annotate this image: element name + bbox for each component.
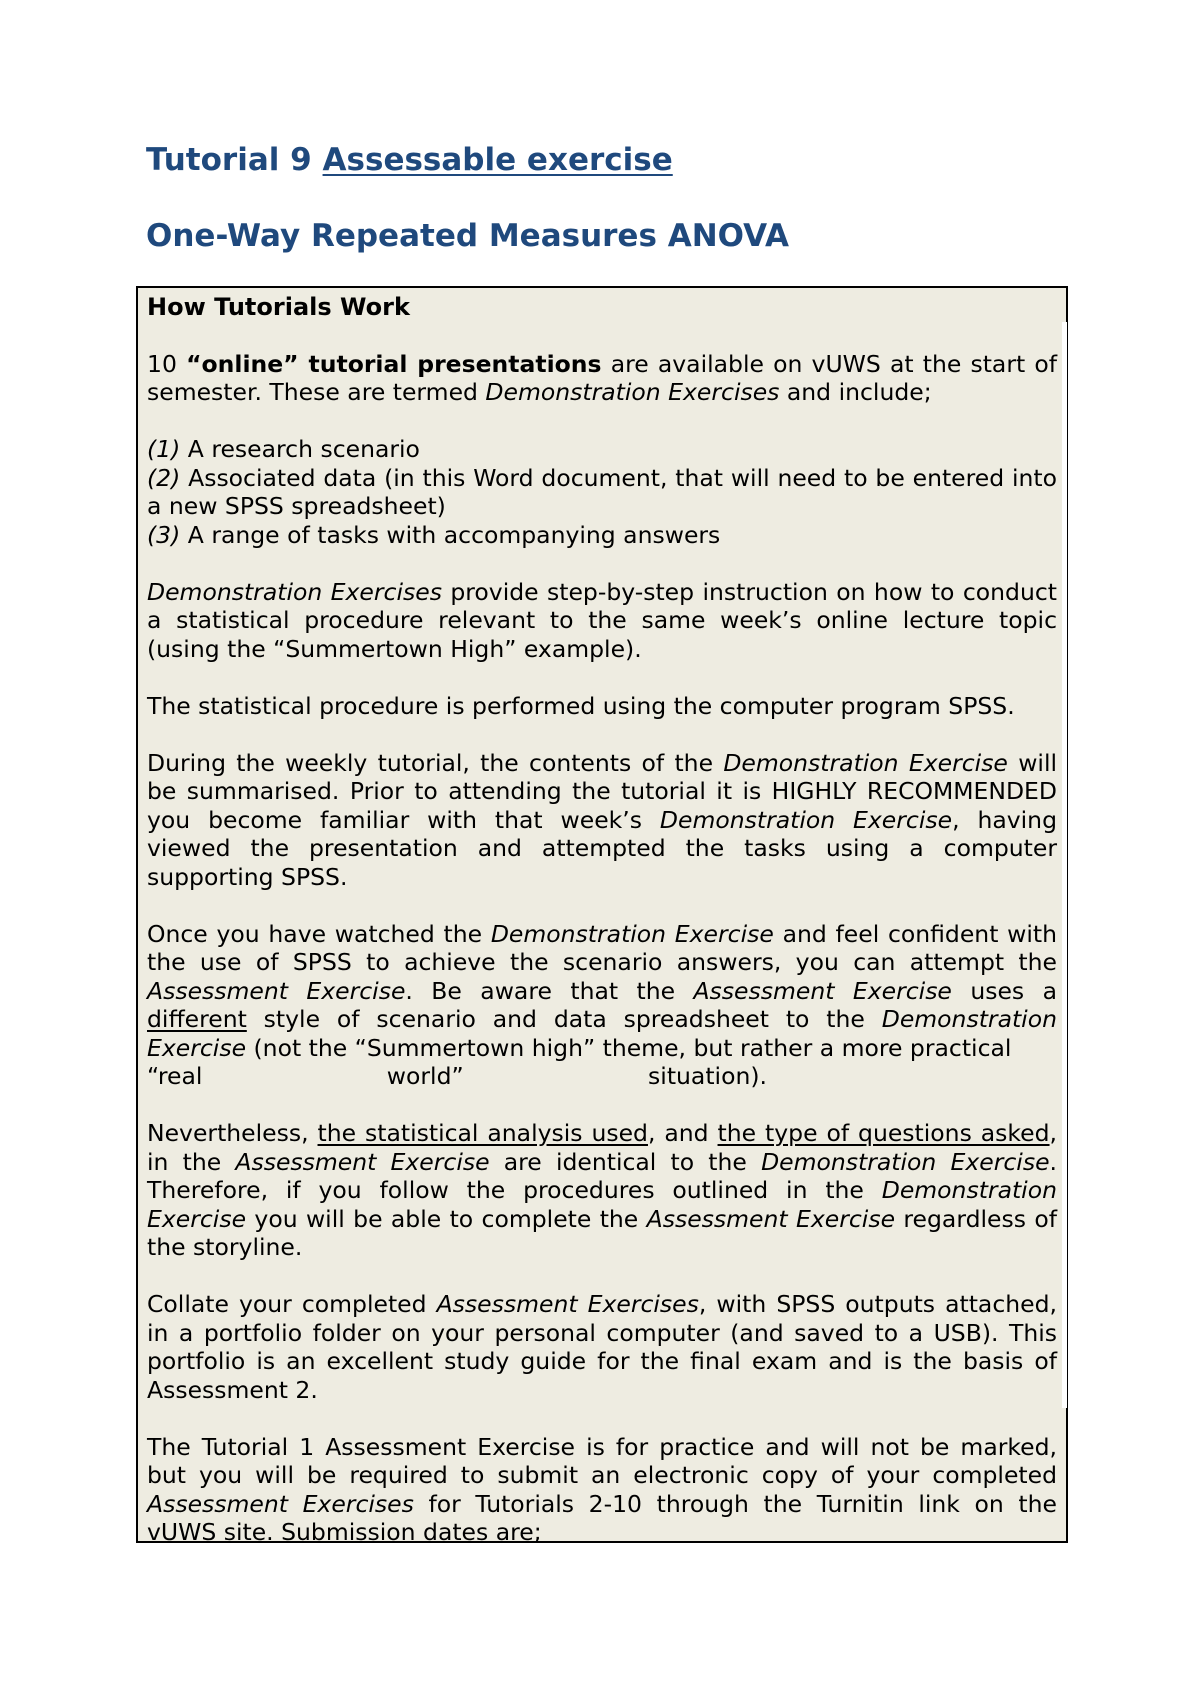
p8-italic-b: Assessment Exercises <box>147 1489 414 1518</box>
how-tutorials-work-box <box>136 286 1068 1546</box>
p5-text-c: and feel confident with the use of SPSS to achieve the scenario answers, you can attempt the <box>147 919 1058 976</box>
paragraph-submission <box>147 1433 1057 1547</box>
p6-text-c: , and <box>647 1119 718 1147</box>
p7-italic-b: Assessment Exercises <box>436 1290 699 1318</box>
paragraph-spss: The statistical procedure is performed using the computer program SPSS. <box>147 691 1015 720</box>
p5-text-k: (not the “Summertown high” theme, but rather a more practical <box>246 1033 1012 1062</box>
p1-text-e: and include; <box>779 378 932 406</box>
p1-italic: Demonstration Exercises <box>485 378 780 406</box>
box-heading: How Tutorials Work <box>147 293 410 321</box>
list-text: A range of tasks with accompanying answers <box>180 520 721 549</box>
p5-text-e: . Be aware that the <box>405 976 694 1005</box>
title-prefix: Tutorial 9 <box>146 142 323 178</box>
p6-text-g: are identical to the <box>489 1147 762 1176</box>
p5-text-a: Once you have watched the <box>147 919 491 948</box>
p6-underline-d: the type of questions asked <box>717 1119 1050 1147</box>
p5-word-world: world” <box>386 1062 464 1090</box>
box-content <box>147 293 1057 1547</box>
p7-text-a: Collate your completed <box>147 1290 437 1318</box>
paragraph-demonstration <box>147 578 1057 664</box>
subtitle: One-Way Repeated Measures ANOVA <box>146 218 790 254</box>
list-item <box>147 464 1057 521</box>
assessable-exercise-link[interactable]: Assessable exercise <box>322 142 673 178</box>
list-item <box>147 435 1057 464</box>
p6-italic-f: Assessment Exercise <box>235 1147 490 1176</box>
list-text: Associated data (in this Word document, that will need to be entered into a new SPSS spreadsheet) <box>147 463 1057 520</box>
p4-italic-d: Demonstration Exercise <box>659 805 953 834</box>
p6-text-k: you will be able to complete the <box>246 1204 647 1233</box>
p6-text-a: Nevertheless, <box>147 1119 318 1147</box>
paragraph-once-last-line <box>147 1062 767 1091</box>
tutorial-title <box>146 142 673 178</box>
p5-italic-f: Assessment Exercise <box>693 976 952 1005</box>
p1-text-c: are available on vUWS at the start of semester. These are termed <box>147 349 1058 406</box>
p2-text: provide step-by-step instruction on how to conduct a statistical procedure relevant to the same week’s online lecture topic (using the “Summertown High” example). <box>147 577 1057 663</box>
p5-word-situation: situation). <box>648 1062 767 1090</box>
paragraph-collate <box>147 1290 1057 1404</box>
p4-text-a: During the weekly tutorial, the contents of the <box>147 748 724 777</box>
p5-underline: different <box>147 1005 247 1033</box>
p6-underline-b: the statistical analysis used <box>317 1119 648 1147</box>
list-number: (1) <box>147 435 181 463</box>
p6-text-i: . Therefore, if you follow the procedures outlined in the <box>147 1147 1058 1204</box>
p1-text-a: 10 <box>147 349 187 378</box>
p8-text-c: for Tutorials 2-10 through the Turnitin link on the vUWS site. Submission dates are; <box>147 1489 1057 1546</box>
p7-text-c: , with SPSS outputs attached, in a portfolio folder on your personal computer (and saved to a USB). This portfolio is an excellent study guide for the final exam and is the basis of Assessment 2. <box>147 1290 1057 1404</box>
p5-text-i: style of scenario and data spreadsheet to the <box>246 1005 882 1033</box>
list-text: A research scenario <box>180 435 420 463</box>
p8-text-a: The Tutorial 1 Assessment Exercise is for practice and will not be marked, but you will be required to submit an electronic copy of your completed <box>147 1432 1057 1489</box>
p4-text-c: will be summarised. Prior to attending the tutorial it is HIGHLY RECOMMENDED you become familiar with that week’s <box>147 748 1058 834</box>
p6-italic-j: Demonstration Exercise <box>147 1176 1057 1233</box>
paragraph-weekly <box>147 749 1057 892</box>
p6-text-m: regardless of the storyline. <box>147 1204 1057 1261</box>
p6-italic-h: Demonstration Exercise <box>761 1147 1050 1176</box>
list-number: (3) <box>147 520 181 549</box>
p5-text-g: uses a <box>951 976 1057 1005</box>
paragraph-intro <box>147 350 1057 407</box>
paragraph-once <box>147 920 1057 1063</box>
p4-text-e: , having viewed the presentation and attempted the tasks using a computer supporting SPSS. <box>147 805 1057 891</box>
p5-italic-j: Demonstration Exercise <box>147 1005 1057 1062</box>
p6-text-e: , in the <box>147 1119 1058 1176</box>
p5-italic-b: Demonstration Exercise <box>490 919 774 948</box>
list-item <box>147 521 1057 550</box>
cell-edge-highlight <box>1062 322 1067 1408</box>
p5-word-real: “real <box>147 1062 203 1090</box>
p5-italic-d: Assessment Exercise <box>147 976 406 1005</box>
numbered-list <box>147 435 1057 549</box>
paragraph-nevertheless <box>147 1119 1057 1262</box>
p1-bold: “online” tutorial presentations <box>186 349 602 378</box>
p2-italic: Demonstration Exercises <box>147 577 442 606</box>
list-number: (2) <box>147 463 181 492</box>
p6-italic-l: Assessment Exercise <box>646 1204 896 1233</box>
p4-italic-b: Demonstration Exercise <box>723 748 1008 777</box>
